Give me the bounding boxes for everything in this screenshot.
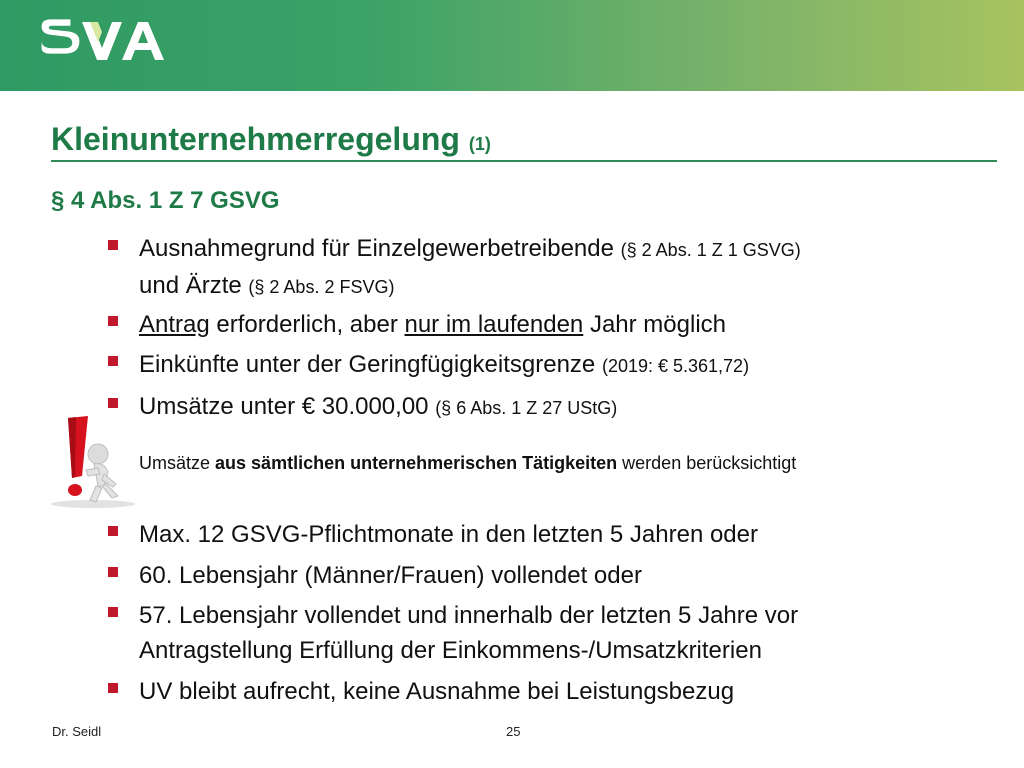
bullet-line: Antragstellung Erfüllung der Einkommens-/Umsatzkriterien — [139, 637, 762, 664]
title-divider — [51, 160, 997, 162]
bullet-text: Max. 12 GSVG-Pflichtmonate in den letzten 5 Jahren oder — [139, 521, 758, 548]
bullet-reference: (2019: € 5.361,72) — [601, 356, 750, 376]
bullet-item — [108, 598, 978, 668]
bullet-marker-icon — [108, 240, 118, 250]
bullet-marker-icon — [108, 356, 118, 366]
bullet-main-text: Ausnahmegrund für Einzelgewerbetreibende — [139, 235, 614, 262]
note-plain: werden berücksichtigt — [622, 453, 797, 473]
bullet-marker-icon — [108, 607, 118, 617]
slide-title — [51, 117, 491, 166]
bullet-text: UV bleibt aufrecht, keine Ausnahme bei Leistungsbezug — [139, 678, 735, 705]
bullet-reference: (§ 2 Abs. 1 Z 1 GSVG) — [620, 240, 801, 260]
bullet-text — [139, 389, 979, 426]
note-emphasis: aus sämtlichen unternehmerischen Tätigkeiten — [215, 453, 618, 473]
bullet-text — [139, 347, 979, 384]
bullet-main-text: erforderlich, aber — [216, 311, 398, 338]
header-banner — [0, 0, 1024, 91]
bullet-marker-icon — [108, 526, 118, 536]
bullet-text — [139, 598, 979, 668]
bullet-text — [139, 307, 979, 342]
note-plain: Umsätze — [139, 453, 211, 473]
warning-figure-graphic — [38, 412, 138, 510]
bullet-text: 60. Lebensjahr (Männer/Frauen) vollendet oder — [139, 562, 642, 589]
bullet-main-text: Jahr möglich — [589, 311, 726, 338]
title-suffix: (1) — [468, 134, 491, 154]
exclamation-figure-icon — [38, 412, 138, 510]
slide-subtitle: § 4 Abs. 1 Z 7 GSVG — [51, 187, 280, 214]
page-number: 25 — [506, 724, 521, 739]
title-main: Kleinunternehmerregelung — [51, 121, 460, 157]
bullet-line: 57. Lebensjahr vollendet und innerhalb der letzten 5 Jahre vor — [139, 602, 799, 629]
sva-logo — [38, 16, 178, 77]
bullet-main-text: Einkünfte unter der Geringfügigkeitsgrenze — [139, 351, 596, 378]
underlined-text: Antrag — [139, 311, 210, 338]
bullet-item — [108, 231, 978, 301]
bullet-marker-icon — [108, 567, 118, 577]
sva-logo-graphic — [38, 16, 178, 64]
bullet-marker-icon — [108, 398, 118, 408]
bullet-reference: (§ 6 Abs. 1 Z 27 UStG) — [435, 398, 618, 418]
bullet-main-text: und Ärzte — [139, 272, 242, 299]
bullet-text — [139, 231, 979, 305]
bullet-reference: (§ 2 Abs. 2 FSVG) — [248, 277, 395, 297]
bullet-marker-icon — [108, 683, 118, 693]
bullet-main-text: Umsätze unter € 30.000,00 — [139, 393, 429, 420]
bullet-marker-icon — [108, 316, 118, 326]
note-text — [139, 450, 796, 476]
footer-author: Dr. Seidl — [52, 724, 102, 739]
underlined-text: nur im laufenden — [404, 311, 584, 338]
